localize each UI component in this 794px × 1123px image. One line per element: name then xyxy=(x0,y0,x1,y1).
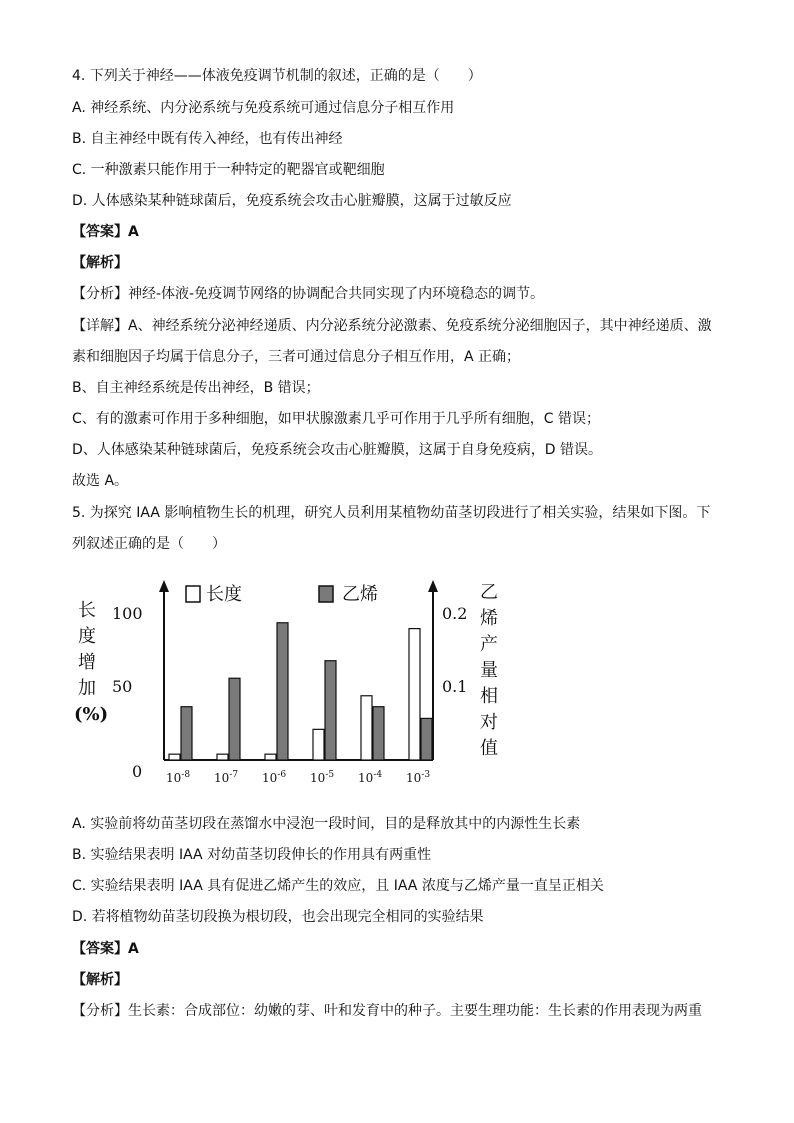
q5-option-c: C. 实验结果表明 IAA 具有促进乙烯产生的效应，且 IAA 浓度与乙烯产量一直呈正相关 xyxy=(72,878,604,894)
y-right-label-char: 量 xyxy=(480,660,498,681)
bar-length xyxy=(169,754,180,760)
right-axis-arrow xyxy=(428,580,438,592)
q5-stem-line-2: 列叙述正确的是（ ） xyxy=(72,536,226,552)
q4-detail-line-4: C、有的激素可作用于多种细胞，如甲状腺激素几乎可作用于几乎所有细胞，C 错误； xyxy=(72,411,600,427)
iaa-chart xyxy=(72,572,512,792)
y-left-tick-label: 50 xyxy=(112,677,133,696)
q4-detail-line-1: 【详解】A、神经系统分泌神经递质、内分泌系统分泌激素、免疫系统分泌细胞因子，其中神经递质、激 xyxy=(72,318,712,334)
y-right-label-char: 产 xyxy=(480,634,498,655)
bar-ethylene xyxy=(229,678,240,760)
bar-length xyxy=(409,629,420,760)
y-right-tick-label: 0.2 xyxy=(442,604,468,623)
x-tick-label: $10^{-4}$ xyxy=(358,770,383,785)
x-tick-label: $10^{-5}$ xyxy=(310,770,335,785)
q4-analysis-heading: 【解析】 xyxy=(72,255,128,271)
q4-detail-line-2: 素和细胞因子均属于信息分子，三者可通过信息分子相互作用，A 正确； xyxy=(72,349,521,365)
y-left-tick-label: 100 xyxy=(112,604,143,623)
q4-answer: 【答案】A xyxy=(72,224,139,240)
bar-length xyxy=(361,696,372,760)
x-tick-label: $10^{-8}$ xyxy=(166,770,191,785)
x-tick-label: $10^{-3}$ xyxy=(406,770,431,785)
q5-option-b: B. 实验结果表明 IAA 对幼苗茎切段伸长的作用具有两重性 xyxy=(72,847,432,863)
bar-ethylene xyxy=(325,661,336,760)
bar-ethylene xyxy=(277,623,288,760)
q4-fenxi: 【分析】神经-体液-免疫调节网络的协调配合共同实现了内环境稳态的调节。 xyxy=(72,286,545,302)
legend-swatch-ethylene xyxy=(319,586,333,602)
y-right-tick-label: 0.1 xyxy=(442,677,468,696)
y-left-label-char: (%) xyxy=(74,704,109,725)
y-left-label-char: 度 xyxy=(78,626,96,647)
bar-ethylene xyxy=(373,707,384,760)
q4-detail-line-5: D、人体感染某种链球菌后，免疫系统会攻击心脏瓣膜，这属于自身免疫病，D 错误。 xyxy=(72,442,603,458)
bar-ethylene xyxy=(421,718,432,760)
y-right-label-char: 相 xyxy=(480,686,498,707)
y-right-label-char: 烯 xyxy=(480,608,498,629)
y-right-label-char: 对 xyxy=(480,712,498,733)
y-left-label-char: 加 xyxy=(78,678,96,699)
q4-conclusion: 故选 A。 xyxy=(72,473,129,489)
q4-option-d: D. 人体感染某种链球菌后，免疫系统会攻击心脏瓣膜，这属于过敏反应 xyxy=(72,193,512,209)
bar-length xyxy=(265,754,276,760)
q4-option-c: C. 一种激素只能作用于一种特定的靶器官或靶细胞 xyxy=(72,162,385,178)
y-right-label-char: 值 xyxy=(480,738,498,759)
legend-label-length: 长度 xyxy=(206,584,242,605)
q5-stem-line-1: 5. 为探究 IAA 影响植物生长的机理，研究人员利用某植物幼苗茎切段进行了相关实验，结果如下图。下 xyxy=(72,505,711,521)
bar-ethylene xyxy=(181,707,192,760)
legend-swatch-length xyxy=(186,586,200,602)
x-tick-label: $10^{-6}$ xyxy=(262,770,287,785)
q4-option-a: A. 神经系统、内分泌系统与免疫系统可通过信息分子相互作用 xyxy=(72,100,455,116)
q5-option-d: D. 若将植物幼苗茎切段换为根切段，也会出现完全相同的实验结果 xyxy=(72,909,484,925)
q5-option-a: A. 实验前将幼苗茎切段在蒸馏水中浸泡一段时间，目的是释放其中的内源性生长素 xyxy=(72,816,581,832)
y-left-label-char: 增 xyxy=(78,652,96,673)
q4-detail-line-3: B、自主神经系统是传出神经，B 错误； xyxy=(72,380,320,396)
q4-option-b: B. 自主神经中既有传入神经，也有传出神经 xyxy=(72,131,343,147)
q5-answer: 【答案】A xyxy=(72,941,139,957)
q4-stem: 4. 下列关于神经——体液免疫调节机制的叙述，正确的是（ ） xyxy=(72,68,482,84)
q5-analysis-heading: 【解析】 xyxy=(72,972,128,988)
left-axis-arrow xyxy=(159,580,169,592)
bar-length xyxy=(217,754,228,760)
legend-label-ethylene: 乙烯 xyxy=(342,584,378,605)
y-right-label-char: 乙 xyxy=(480,582,498,603)
y-left-tick-label: 0 xyxy=(132,762,143,781)
y-left-label-char: 长 xyxy=(78,600,96,621)
q5-fenxi: 【分析】生长素：合成部位：幼嫩的芽、叶和发育中的种子。主要生理功能：生长素的作用表现为两重 xyxy=(72,1003,702,1019)
x-tick-label: $10^{-7}$ xyxy=(214,770,239,785)
bar-length xyxy=(313,729,324,760)
